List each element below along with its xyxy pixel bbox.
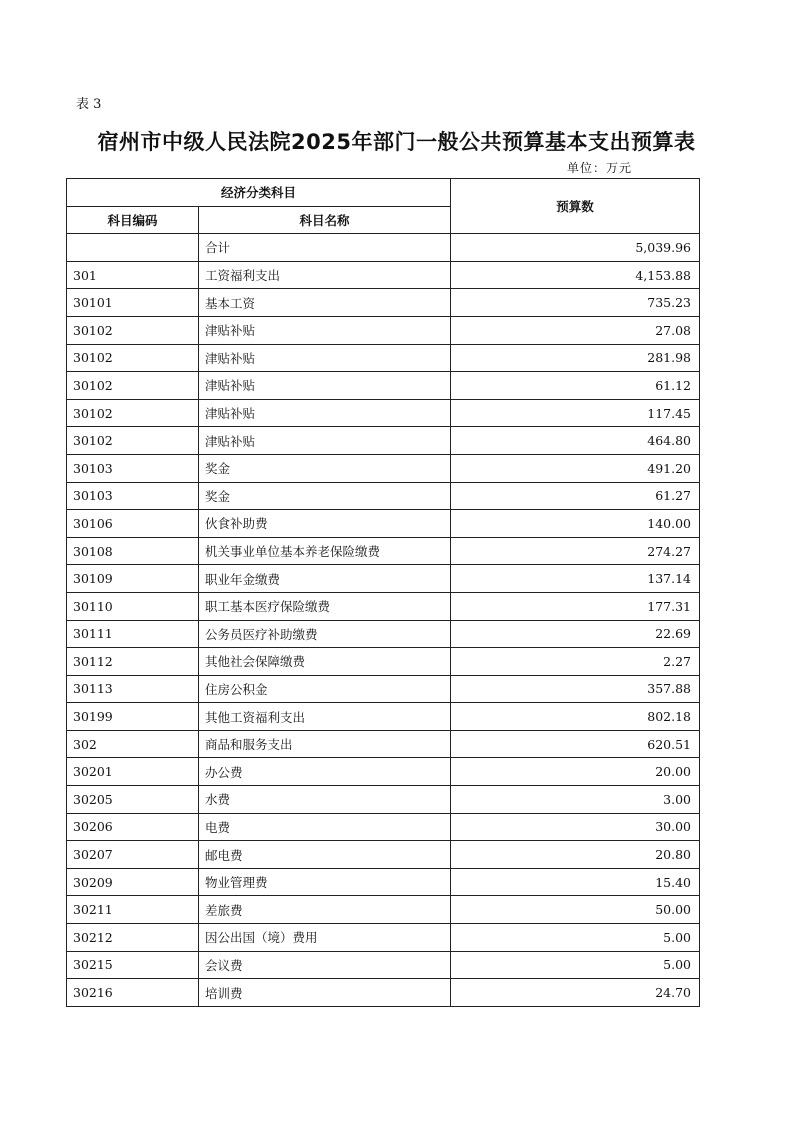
subject-name-cell: 住房公积金: [199, 675, 451, 703]
budget-amount-cell: 20.00: [451, 758, 700, 786]
header-row-group: [67, 179, 700, 207]
table-row: [67, 372, 700, 400]
subject-code-cell: 30103: [67, 482, 199, 510]
table-row: [67, 454, 700, 482]
subject-code-cell: 30112: [67, 648, 199, 676]
table-row: [67, 427, 700, 455]
unit-label: 单位：万元: [567, 161, 633, 175]
budget-amount-cell: 4,153.88: [451, 261, 700, 289]
subject-code-cell: 30212: [67, 924, 199, 952]
header-subject-code: 科目编码: [67, 206, 199, 234]
table-row: [67, 813, 700, 841]
subject-code-cell: 30102: [67, 399, 199, 427]
table-row: [67, 620, 700, 648]
subject-name-cell: 物业管理费: [199, 868, 451, 896]
subject-name-cell: 会议费: [199, 951, 451, 979]
header-subject-name: 科目名称: [199, 206, 451, 234]
subject-code-cell: 30108: [67, 537, 199, 565]
subject-name-cell: 津贴补贴: [199, 399, 451, 427]
subject-code-cell: 30101: [67, 289, 199, 317]
budget-amount-cell: 50.00: [451, 896, 700, 924]
budget-amount-cell: 735.23: [451, 289, 700, 317]
subject-name-cell: 公务员医疗补助缴费: [199, 620, 451, 648]
budget-amount-cell: 24.70: [451, 979, 700, 1007]
subject-name-cell: 因公出国（境）费用: [199, 924, 451, 952]
budget-amount-cell: 620.51: [451, 730, 700, 758]
table-row: [67, 979, 700, 1007]
subject-code-cell: 301: [67, 261, 199, 289]
subject-name-cell: 商品和服务支出: [199, 730, 451, 758]
subject-code-cell: 30113: [67, 675, 199, 703]
subject-code-cell: 30215: [67, 951, 199, 979]
subject-name-cell: 邮电费: [199, 841, 451, 869]
subject-code-cell: 30199: [67, 703, 199, 731]
page-title: 宿州市中级人民法院2025年部门一般公共预算基本支出预算表: [97, 130, 696, 154]
table-row: [67, 841, 700, 869]
table-row: [67, 261, 700, 289]
budget-amount-cell: 3.00: [451, 786, 700, 814]
subject-code-cell: 30109: [67, 565, 199, 593]
budget-amount-cell: 15.40: [451, 868, 700, 896]
header-budget-amount: 预算数: [451, 179, 700, 234]
table-row: [67, 703, 700, 731]
subject-name-cell: 差旅费: [199, 896, 451, 924]
subject-name-cell: 其他工资福利支出: [199, 703, 451, 731]
budget-amount-cell: 357.88: [451, 675, 700, 703]
subject-code-cell: 302: [67, 730, 199, 758]
subject-name-cell: 奖金: [199, 454, 451, 482]
subject-name-cell: 津贴补贴: [199, 372, 451, 400]
subject-name-cell: 办公费: [199, 758, 451, 786]
subject-code-cell: 30206: [67, 813, 199, 841]
subject-code-cell: [67, 234, 199, 262]
subject-name-cell: 机关事业单位基本养老保险缴费: [199, 537, 451, 565]
subject-name-cell: 伙食补助费: [199, 510, 451, 538]
table-row: [67, 482, 700, 510]
subject-name-cell: 培训费: [199, 979, 451, 1007]
subject-name-cell: 津贴补贴: [199, 316, 451, 344]
header-economic-classification: 经济分类科目: [67, 179, 451, 207]
table-row: [67, 344, 700, 372]
budget-amount-cell: 20.80: [451, 841, 700, 869]
subject-code-cell: 30102: [67, 344, 199, 372]
table-row: [67, 924, 700, 952]
subject-name-cell: 电费: [199, 813, 451, 841]
subject-name-cell: 工资福利支出: [199, 261, 451, 289]
table-row: [67, 648, 700, 676]
budget-amount-cell: 117.45: [451, 399, 700, 427]
budget-amount-cell: 140.00: [451, 510, 700, 538]
budget-amount-cell: 274.27: [451, 537, 700, 565]
subject-code-cell: 30201: [67, 758, 199, 786]
table-body: [67, 234, 700, 1007]
budget-amount-cell: 464.80: [451, 427, 700, 455]
subject-name-cell: 基本工资: [199, 289, 451, 317]
table-header: [67, 179, 700, 234]
budget-amount-cell: 22.69: [451, 620, 700, 648]
subject-code-cell: 30102: [67, 316, 199, 344]
table-row: [67, 399, 700, 427]
budget-amount-cell: 2.27: [451, 648, 700, 676]
budget-amount-cell: 802.18: [451, 703, 700, 731]
table-row: [67, 316, 700, 344]
table-row: [67, 289, 700, 317]
table-row: [67, 868, 700, 896]
table-row: [67, 896, 700, 924]
subject-name-cell: 职业年金缴费: [199, 565, 451, 593]
subject-code-cell: 30216: [67, 979, 199, 1007]
budget-amount-cell: 61.12: [451, 372, 700, 400]
subject-name-cell: 其他社会保障缴费: [199, 648, 451, 676]
table-row: [67, 537, 700, 565]
table-row: [67, 758, 700, 786]
table-row: [67, 510, 700, 538]
subject-name-cell: 津贴补贴: [199, 427, 451, 455]
subject-name-cell: 职工基本医疗保险缴费: [199, 592, 451, 620]
budget-amount-cell: 177.31: [451, 592, 700, 620]
subject-name-cell: 合计: [199, 234, 451, 262]
subject-code-cell: 30205: [67, 786, 199, 814]
table-row: [67, 786, 700, 814]
subject-code-cell: 30111: [67, 620, 199, 648]
subject-code-cell: 30103: [67, 454, 199, 482]
table-row: [67, 592, 700, 620]
table-row: [67, 730, 700, 758]
budget-amount-cell: 61.27: [451, 482, 700, 510]
subject-code-cell: 30110: [67, 592, 199, 620]
subject-name-cell: 津贴补贴: [199, 344, 451, 372]
budget-table: [66, 178, 700, 1007]
subject-code-cell: 30211: [67, 896, 199, 924]
budget-amount-cell: 30.00: [451, 813, 700, 841]
budget-amount-cell: 5.00: [451, 951, 700, 979]
table-row: [67, 951, 700, 979]
budget-amount-cell: 281.98: [451, 344, 700, 372]
budget-amount-cell: 5,039.96: [451, 234, 700, 262]
table-row: [67, 234, 700, 262]
subject-code-cell: 30102: [67, 427, 199, 455]
budget-amount-cell: 5.00: [451, 924, 700, 952]
subject-code-cell: 30102: [67, 372, 199, 400]
budget-amount-cell: 491.20: [451, 454, 700, 482]
subject-code-cell: 30209: [67, 868, 199, 896]
table-row: [67, 675, 700, 703]
budget-amount-cell: 137.14: [451, 565, 700, 593]
budget-amount-cell: 27.08: [451, 316, 700, 344]
table-row: [67, 565, 700, 593]
subject-name-cell: 水费: [199, 786, 451, 814]
subject-code-cell: 30207: [67, 841, 199, 869]
subject-name-cell: 奖金: [199, 482, 451, 510]
table-number-label: 表 3: [76, 97, 102, 112]
subject-code-cell: 30106: [67, 510, 199, 538]
